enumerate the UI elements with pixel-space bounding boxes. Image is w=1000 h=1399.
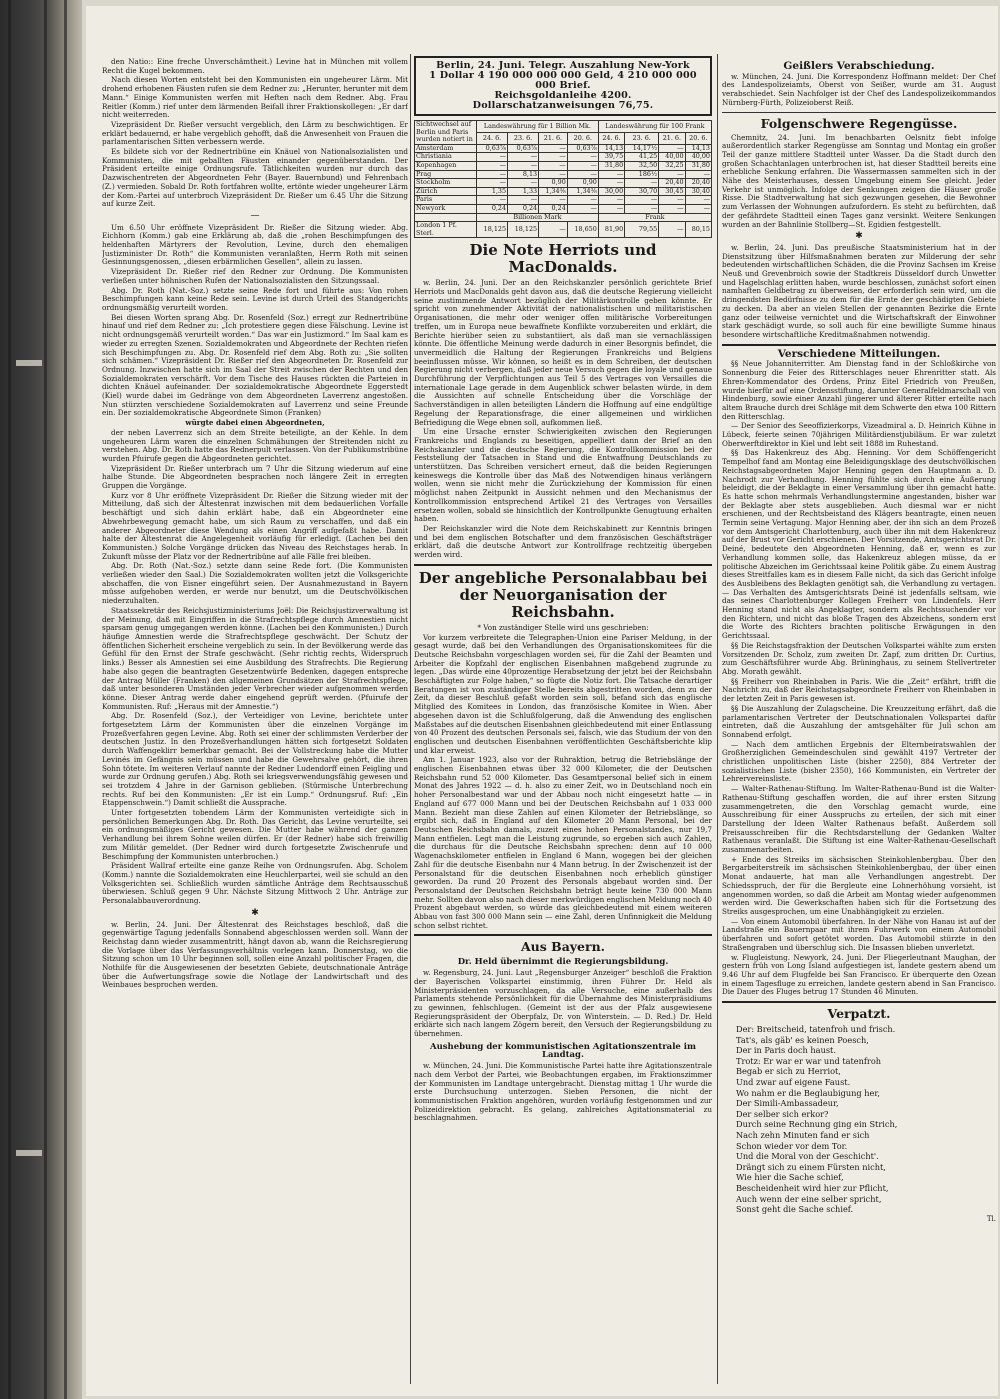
rate-cell: 14,13: [598, 144, 624, 153]
paragraph: den Natio:: Eine freche Unverschämtheit.) Levine hat in München mit vollem Recht die Kugel bekommen.: [102, 58, 408, 75]
rate-cell: 30,00: [598, 187, 624, 196]
date-header: 21. 6.: [659, 132, 685, 144]
paragraph: Vizepräsident Dr. Rießer versucht vergeblich, den Lärm zu beschwichtigen. Er erklärt bedauernd, er habe vergeblich gehofft, daß die Anwesenheit von Frauen die parlamentarischen Sitten verbessern werde.: [102, 119, 408, 147]
rate-cell: —: [567, 196, 598, 205]
paragraph: w. Berlin, 24. Juni. Das preußische Staatsministerium hat in der Dienstsitzung über Hilfsmaßnahmen beraten zur Milderung der sehr bedeutenden wirtschaftlichen Schäden, die die Provinz Sachsen im Kreise Neuß und Grevenbroich sowie der Stadtkreis Düsseldorf durch Unwetter und Hagelschlag erlitten haben, wurde beschlossen, zunächst sofort einen namhaften Geldbetrag zu überweisen, der erforderlich sein wird, um die dringendsten Bedürfnisse zu dem für die Ernte der geschädigten Gebiete zu decken. Da aber an vielen Stellen der genannten Bezirke die Ernte ganz oder teilweise vernichtet und die Wirtschaftskraft der Einwohner stark geschädigt wurde, so soll auch für eine bewilligte Summe hinaus besondere wirtschaftliche Kreditmaßnahmen notwendig.: [722, 242, 996, 339]
rate-cell: —: [625, 196, 659, 205]
rate-cell: —: [477, 179, 508, 188]
poem-line: Begab er sich zu Herriot,: [736, 1066, 841, 1077]
table-header: Sichtwechsel auf Berlin und Paris wurden notiert in: [415, 121, 477, 145]
rate-cell: —: [539, 196, 568, 205]
date-header: 21. 6.: [539, 132, 568, 144]
paragraph: Staatssekretär des Reichsjustizministeriums Joël: Die Reichsjustizverwaltung ist der Meinung, daß mit Eingriffen in die Strafrechtspflege durch Amnestien nicht sparsam genug umgegangen werden könne. (Lachen bei den Kommunisten.) Durch häufige Amnestien werde die Strafrechtspflege geschwächt. Der Schutz der öffentlichen Sicherheit erscheine vergeblich zu sein. In der Bevölkerung werde das Gefühl für den Ernst der Strafe geschwächt. (Sehr richtig rechts, Widerspruch links.) Besser als Amnestien sei eine Ausbildung des Strafrechts. Die Regierung habe also gegen die beantragten Gesetzentwürfe Bedenken, dagegen entspreche der Antrag Müller (Franken) den allgemeinen Grundsätzen der Strafrechtspflege, daß unter besonderen Umständen jeder Verbrecher wieder aufgenommen werden könne. Dieser Antrag werde daher eingehend geprüft werden. (Pfuirufe der Kommunisten. Ruf: „Heraus mit der Amnestie.“): [102, 605, 408, 711]
rate-cell: —: [567, 170, 598, 179]
paragraph: w. Regensburg, 24. Juni. Laut „Regensburger Anzeiger“ beschloß die Fraktion der Bayerischen Volkspartei einstimmig, ihren Führer Dr. Held als Ministerpräsidenten vorzuschlagen, da alle Versuche, eine außerhalb des Parlaments stehende Persönlichkeit für die Übernahme des Ministerpräsidiums zu gewinnen, fehlschlugen. (Gemeint ist der aus der Pfalz ausgewiesene Regierungspräsident der Oberpfalz, Dr. von Winterstein. — D. Red.) Dr. Held erklärte sich nach langem Zögern bereit, den Versuch der Regierungsbildung zu übernehmen.: [414, 968, 712, 1039]
rate-cell: 0,24: [508, 204, 539, 213]
place-cell: Kopenhagen: [415, 161, 477, 170]
poem-line: Und die Moral von der Geschicht'.: [736, 1151, 879, 1162]
date-header: 20. 6.: [567, 132, 598, 144]
paragraph: Vor kurzem verbreitete die Telegraphen-Union eine Pariser Meldung, in der gesagt wurde, daß bei den Verhandlungen des Organisationskomitees für die Deutsche Reichsbahn vorgeschlagen worden sei, für die Zahl der Beamten und Arbeiter die Kopfzahl der englischen Eisenbahnen maßgebend zugrunde zu legen. „Das würde eine 40prozentige Herabsetzung der jetzt bei der Reichsbahn Beschäftigten zur Folge haben,“ so fügte die Notiz fort. Die Tatsache derartiger Beratungen ist von zuständiger Stelle bereits abgestritten worden, denn zu der Zeit, da dieser Beschluß gefaßt worden sein soll, befand sich das englische Mitglied des Komitees in London, das französische Komitee in Wien. Aber abgesehen davon ist die Schlußfolgerung, daß die Anwendung des englischen Maßstabes auf die deutschen Eisenbahnen gleichbedeutend mit einer Entlassung von 40 Prozent des deutschen Personals sei, falsch, wie das Studium der von den englischen und deutschen Eisenbahnen veröffentlichten Geschäftsberichte klip und klar erweist.: [414, 632, 712, 755]
divider: [722, 1001, 996, 1003]
paragraph: Unter fortgesetzten tobendem Lärm der Kommunisten verteidigte sich in persönlichen Bemerkungen Abg. Dr. Roth. Das Gericht, das Levine verurteilte, sei ein ordnungsmäßiges Gericht gewesen. Die Mutter habe während der ganzen Verhandlung bei ihrem Sohne weilen dürfen. Er (der Redner) habe sich freiwillig zum Militär gemeldet. (Der Redner wird durch fortgesetzte Zwischenrufe und Beschimpfung der Kommunisten unterbrochen.): [102, 808, 408, 861]
column-left: [102, 58, 408, 1384]
poem-line: Sonst geht die Sache schief.: [736, 1204, 854, 1215]
paragraph: der neben Laverrenz sich an dem Streite beteiligte, an der Kehle. In dem ungeheuren Lärm waren die einzelnen Schmähungen der Streitenden nicht zu verstehen. Abg. Dr. Roth hatte das Rednerpult verlassen. Von der Publikumstribüne wurden Pfuirufe gegen die Abgeordneten gerichtet.: [102, 427, 408, 463]
column-rule: [717, 54, 718, 1384]
rate-cell: 20,40: [659, 179, 685, 188]
poem-line: Schon wieder vor dem Tor.: [736, 1140, 848, 1151]
poem-line: Durch seine Rechnung ging ein Strich,: [736, 1119, 898, 1130]
rate-cell: —: [598, 170, 624, 179]
paragraph: Nach diesen Worten entsteht bei den Kommunisten ein ungeheurer Lärm. Mit drohend erhobenen Fäusten rufen sie dem Redner zu: „Herunter, herunter mit dem Mann.“ Einige Kommunisten werfen mit Heften nach dem Redner. Abg. Frau Reitler (Komm.) rief unter dem lärmenden Beifall ihrer Fraktionskollegen: „Er darf nicht weiterreden.: [102, 75, 408, 120]
place-cell: London 1 Pf. Sterl.: [415, 222, 477, 238]
place-cell: Paris: [415, 196, 477, 205]
rate-cell: —: [539, 222, 568, 238]
divider: [722, 112, 996, 113]
rate-cell: 1,35: [477, 187, 508, 196]
paragraph: Chemnitz, 24. Juni. Im benachbarten Oelsnitz fiebt infolge außerordentlich starker Regengüsse am Sonntag und Montag ein großer Teil der ganze mittlere Stadtteil unter Wasser. Da die Stadt durch den großen Schachtanlagen unterbrochen ist, hat dieser Stadtteil bereits eine erhebliche Senkung erfahren. Die Wassermassen sammelten sich in der Nähe des Meisterhauses, dessen Umgebung einem See gleicht. Jeder Verkehr ist unmöglich. Infolge der Senkungen zeigen die Häuser große Risse. Die Stadtverwaltung hat sich gezwungen gesehen, die Bewohner zum Verlassen der Wohnungen aufzufordern. Es steht zu befürchten, daß der gefährdete Stadtteil einen Tages ganz versinkt. Weitere Senkungen wurden an der Bahnlinie Stollberg—St. Egidien festgestellt.: [722, 132, 996, 229]
rate-cell: 0,63⅞: [508, 144, 539, 153]
rate-cell: 18,125: [508, 222, 539, 238]
paragraph: §§ Neue Johanniterritter. Am Dienstag fand in der Schloßkirche von Sonnenburg die Feier des Ritterschlages neuer Ehrenritter statt. Als Ehren-Kommendator des Ordens, Prinz Eitel Friedrich von Preußen, wurde hierfür auf eine Ordensstiftung, darunter Generalfeldmarschall von Hindenburg, sowie einer Anzahl jüngerer und älterer Ritter erteilte nach altem Brauche durch drei Schläge mit dem Schwerte den etwa 100 Rittern den Ritterschlag.: [722, 359, 996, 421]
paragraph: §§ Die Reichstagsfraktion der Deutschen Volkspartei wählte zum ersten Vorsitzenden Dr. Scholz, zum zweiten Dr. Zapf, zum dritten Dr. Curtius, zum Geschäftsführer wurde Abg. Brüninghaus, zu seinem Stellvertreter Abg. Morath gewählt.: [722, 640, 996, 676]
rate-cell: 32,25: [659, 161, 685, 170]
rate-cell: 8,13: [508, 170, 539, 179]
paragraph: — Walter-Rathenau-Stiftung. Im Walter-Rathenau-Bund ist die Walter-Rathenau-Stiftung geschaffen worden, die auf ihrer ersten Sitzung zusammengetreten, die den Vorschlag gemacht wurde, eine Ausschreibung für einer Ausspruchs zu erteilen, der sich mit einer Darstellung der Ideen Walter Rathenaus befaßt. Außerdem soll Preisausschreiben für die Rechtsdarstellung der Gedanken Walter Rathenaus veranlaßt. Die Stiftung ist eine Walter-Rathenau-Gesellschaft zusammenarbeiten.: [722, 784, 996, 855]
paragraph: — Der Senior des Seeoffizierkorps, Vizeadmiral a. D. Heinrich Kühne in Lübeck, feierte seinen 70jährigen Militärdienstjubiläum. Er war zuletzt Oberwerftdirektor in Kiel und lebt seit 1888 im Ruhestand.: [722, 421, 996, 448]
paragraph: w. Berlin, 24. Juni. Der an den Reichskanzler persönlich gerichtete Brief Herriots und MacDonalds geht davon aus, daß die deutsche Regierung vielleicht seine zustimmende Antwort bezüglich der Militärkontrolle geben könnte. Er spricht von zunehmender Aktivität der nationalistischen und militaristischen Organisationen, die mehr oder weniger offen militärische Vorbereitungen treffen, um in Europa neue bewaffnete Konflikte vorzubereiten und erklärt, die Berichte hierüber seien zu substantiiert, als daß man sie vernachlässigen könnte. Die öffentliche Meinung werde dadurch in einer Besorgnis befindet, die unvermeidlich die Haltung der Regierungen Frankreichs und Belgiens beeinflussen müsse. Wir können, so heißt es in dem Schreiben, der deutschen Regierung nicht verbergen, daß jeder neue Versuch gegen die loyale und genaue Durchführung der Verpflichtungen aus Teil 5 des Vertrages von Versailles die internationale Lage gerade in dem Augenblick schwer belasten würde, in dem die Aussichten auf schnelle Entscheidung über die Vorschläge der Sachverständigen in allen beteiligten Ländern die Hoffnung auf eine endgültige Regelung der Reparationsfrage, die einer allgemeinen und wirklichen Befriedigung die Wege ebnen soll, aufkommen ließ.: [414, 278, 712, 427]
place-cell: Stockholm: [415, 179, 477, 188]
rate-cell: 31,80: [685, 161, 711, 170]
rate-cell: 32,50: [625, 161, 659, 170]
fx-dateline: Berlin, 24. Juni. Telegr. Auszahlung New-York: [436, 60, 690, 71]
rate-cell: —: [508, 153, 539, 162]
rate-cell: 30,45: [659, 187, 685, 196]
rate-cell: 0,63⅞: [477, 144, 508, 153]
article-subheadline: Aushebung der kommunistischen Agitationszentrale im Landtag.: [429, 1041, 697, 1061]
rate-cell: —: [539, 170, 568, 179]
date-header: 24. 6.: [477, 132, 508, 144]
rate-cell: 1,34⅜: [567, 187, 598, 196]
place-cell: Christiania: [415, 153, 477, 162]
exchange-rate-box: [414, 56, 712, 116]
column-rule: [410, 54, 411, 1384]
article-headline: Die Note Herriots und MacDonalds.: [469, 241, 657, 277]
asterism: ✱: [855, 231, 863, 242]
table-row: [415, 204, 712, 213]
binding-stripe: [44, 0, 47, 1399]
table-row: [415, 179, 712, 188]
rate-cell: —: [598, 204, 624, 213]
rate-cell: 39,75: [598, 153, 624, 162]
binding-stripe: [64, 0, 67, 1399]
paragraph: §§ Die Auszahlung der Zulagscheine. Die Kreuzzeitung erfährt, daß die parlamentarischen Vertreter der Deutschnationalen Volkspartei dafür eintreten, daß die Auszahlung der amtsgehälter für Juli schon am Sonnabend erfolgt.: [722, 703, 996, 739]
paragraph: Um 6.50 Uhr eröffnete Vizepräsident Dr. Rießer die Sitzung wieder. Abg. Eichhorn (Komm.) gab eine Erklärung ab, daß die „rohen Beschimpfungen des heldenhaften Märtyrers der Revolution, Levine, durch den ehemaligen Justizminister Dr. Roth“ die Kommunisten veranlaßten, Herrn Roth mit seinen Gesinnungsgenossen, „diesen erbärmlichen Gesellen“, allein zu lassen.: [102, 222, 408, 267]
place-cell: Zürich: [415, 187, 477, 196]
rate-cell: 0,24: [477, 204, 508, 213]
paragraph: — Von einem Automobil überfahren. In der Nähe von Hanau ist auf der Landstraße ein Bauernpaar mit ihrem Fuhrwerk von einem Automobil überfahren und sofort getötet worden. Das Automobil stürzte in den Straßengraben und überschlug sich. Die Insassen blieben unverletzt.: [722, 916, 996, 952]
rate-cell: —: [477, 153, 508, 162]
poem-line: Drängt sich zu einem Fürsten nicht,: [736, 1161, 886, 1172]
divider: [722, 344, 996, 346]
paragraph: Abg. Dr. Roth (Nat.-Soz.) setzte dann seine Rede fort. (Die Kommunisten verließen wieder den Saal.) Die Sozialdemokraten wollten jetzt die Volksgerichte abschaffen, die von Eisner eingeführt seien. Der Ausnahmezustand in Bayern müsse aufgehoben werden, er werde nur benutzt, um die Deutschvölkischen niederzuhalten.: [102, 561, 408, 606]
article-source: * Von zuständiger Stelle wird uns geschrieben:: [477, 622, 649, 632]
date-header: 20. 6.: [685, 132, 711, 144]
paragraph: — Nach dem amtlichen Ergebnis der Elternbeiratswahlen der Großherziglichen Gemeindeschulen sind gewählt 4197 Vertreter der christlichen unpolitischen Liste (bisher 2250), 884 Vertreter der sozialistischen Liste (bisher 2350), 166 Kommunisten, ein Vertreter der Lehrervereinsliste.: [722, 739, 996, 784]
rate-cell: —: [598, 179, 624, 188]
rate-cell: 0,24: [539, 204, 568, 213]
article-headline: Verschiedene Mitteilungen.: [777, 347, 941, 360]
subheading: würgte dabei einen Abgeordneten,: [185, 418, 325, 428]
rate-cell: 14,13: [685, 144, 711, 153]
rate-cell: 18,125: [477, 222, 508, 238]
rate-cell: 30,70: [625, 187, 659, 196]
binding-mark: [16, 1150, 42, 1156]
exchange-rates-table: [414, 120, 712, 238]
paragraph: Um eine Ursache ernster Schwierigkeiten zwischen den Regierungen Frankreichs und Englands zu beseitigen, appelliert dann der Brief an den Reichskanzler und die deutsche Regierung, die Kontrollkommission bei der Feststellung der Tatsachen in Stand und die Entwaffnung Deutschlands zu unterstützen. Das Schreiben versichert erneut, daß die beiden Regierungen keineswegs die Kontrolle über das Maß des Notwendigen hinaus verlängern wollen, wenn sie nicht mehr die Zurückziehung der Kommission für einen möglichst nahen Zeitpunkt in Aussicht nehmen und den Mechanismus der Kontrollkommission entsprechend Artikel 21 des Vertrages von Versailles ersetzen wollen, sobald sie hinsichtlich der Kontrollpunkte Genugtuung erhalten haben.: [414, 427, 712, 524]
date-header: 23. 6.: [508, 132, 539, 144]
rate-cell: —: [625, 179, 659, 188]
article-headline: Aus Bayern.: [520, 939, 606, 955]
rate-cell: 0,63⅞: [567, 144, 598, 153]
poem-line: Der: Breitscheid, tatenfroh und frisch.: [736, 1024, 896, 1035]
unit-row: [415, 213, 712, 222]
rate-cell: 14,17½: [625, 144, 659, 153]
poem-line: Der in Paris doch haust.: [736, 1045, 836, 1056]
rate-cell: 1,33: [508, 187, 539, 196]
paragraph: Vizepräsident Dr. Rießer unterbrach um 7 Uhr die Sitzung wiederum auf eine halbe Stunde. Die Abgeordneten besprachen noch längere Zeit in erregten Gruppen die Vorgänge.: [102, 463, 408, 491]
separator: —: [250, 210, 260, 221]
poem-line: Der Simili-Ambassadeur,: [736, 1098, 839, 1109]
rate-cell: —: [685, 170, 711, 179]
date-header: 24. 6.: [598, 132, 624, 144]
rate-cell: 79,55: [625, 222, 659, 238]
divider: [414, 934, 712, 936]
table-header: Landeswährung für 1 Billion Mk.: [477, 121, 599, 133]
paragraph: Kurz vor 8 Uhr eröffnete Vizepräsident Dr. Rießer die Sitzung wieder mit der Mitteilung, daß sich der Ältestenrat inzwischen mit dem bedauerlichen Vorfalle beschäftigt und sich dahin erklärt habe, daß ein Abgeordneter eine Abwehrbewegung gemacht habe, um sich Raum zu verschaffen, und daß ein anderer Abgeordneter diese Wendung als einen Angriff aufgefaßt habe. Damit halte der Ältestenrat die Angelegenheit vorläufig für erledigt. (Lachen bei den Kommunisten.) Solche Vorgänge drücken das Niveau des Reichstages herab. In Zukunft müsse der Platz vor der Rednertribüne auf alle Fälle frei bleiben.: [102, 490, 408, 561]
column-middle: [414, 56, 712, 1382]
paragraph: §§ Das Hakenkreuz des Abg. Henning. Vor dem Schöffengericht Tempelhof fand am Montag eine Beleidigungsklage des deutschvölkischen Reichstagsabgeordneten Major Henning gegen den Hauptmann a. D. Nachrodt zur Verhandlung. Henning fühlte sich durch eine Äußerung beleidigt, die der Beklagte in einer Versammlung über ihn gemacht hatte. Es hatte schon mehrmals Verhandlungstermine angestanden, bisher war der Beklagte aber stets ausgeblieben. Auch diesmal war er nicht erschienen, und der Rechtsbeistand des Klägers beantragte, einen neuen Termin seine Vertagung. Major Henning aber, der ihn sich an dem Prozeß vor dem Amtsgericht Charlottenburg, auch über ihn mit dem Hakenkreuz auf der Brust vor Gericht erschienen. Der Vorsitzende, Amtsgerichtsrat Dr. Deiné, bedeutete den Abgeordneten Henning, daß er, wenn es zur Verhandlung kommen solle, das Hakenkreuz ablegen müsse, da er politische Abzeichen im Gerichtssaal keine Politik gäbe. Zu einem Austrag dieses Streitfalles kam es in diesem Falle nicht, da sich das Gericht infolge des Ausbleibens des Beklagten genötigt sah, die Verhandlung zu vertagen. — Das Verhalten des Amtsgerichtsrats Deiné ist jedenfalls seltsam, wie das seines Charlottenburger Kollegen Freiherr von Lindenfels. Herr Henning stand nicht als Angeklagter, sondern als Rechtssuchender vor den Richtern, und nicht das bloße Tragen des Abzeichens, sondern erst die Worte des Richters brachten politische Erwägungen in den Gerichtssaal.: [722, 448, 996, 641]
rate-cell: —: [477, 161, 508, 170]
rate-cell: —: [477, 170, 508, 179]
poem-signature: Tl.: [986, 1214, 996, 1223]
book-binding-shadow: [0, 0, 82, 1399]
rate-cell: —: [659, 204, 685, 213]
column-right: [722, 58, 996, 1384]
rate-cell: 80,15: [685, 222, 711, 238]
rate-cell: —: [598, 196, 624, 205]
rate-cell: 30,40: [685, 187, 711, 196]
rate-cell: —: [539, 161, 568, 170]
paragraph: Es bildete sich vor der Rednertribüne ein Knäuel von Nationalsozialisten und Kommunisten, die mit geballten Fäusten einander gegenüberstanden. Der Präsident erteilte einige Ordnungsrufe. Tätlichkeiten wurden nur durch das Dazwischentreten der Abgeordneten Fehr (Bayer. Bauernbund) und Fehrenbach (Z.) vermieden. Sobald Dr. Roth fortfahren wollte, ertönte wieder ungeheurer Lärm der Kom.-Partei auf unterbroch Vizepräsident Dr. Rießer um 6.45 Uhr die Sitzung auf kurze Zeit.: [102, 147, 408, 209]
poem-line: Wie hier die Sache schief,: [736, 1172, 844, 1183]
rate-cell: —: [508, 161, 539, 170]
rate-cell: 20,40: [685, 179, 711, 188]
poem: [722, 1024, 996, 1215]
rate-cell: —: [685, 196, 711, 205]
place-cell: Newyork: [415, 204, 477, 213]
rate-cell: —: [659, 144, 685, 153]
unit-label: Billionen Mark: [477, 213, 599, 222]
fx-dollar-rate: 1 Dollar 4 190 000 000 000 Geld, 4 210 000 000 000 Brief.: [429, 70, 697, 91]
paragraph: Am 1. Januar 1923, also vor der Ruhraktion, betrug die Betriebslänge der englischen Eisenbahnen etwas über 32 000 Kilometer, die der Deutschen Reichsbahn rund 52 000 Kilometer. Das Gesamtpersonal belief sich in einem Monat des Jahres 1922 — d. h. also zu einer Zeit, wo in Deutschland noch ein hoher Personalbestand war und der Abbau noch nicht eingesetzt hatte — in England auf 677 000 Mann und bei der Deutschen Reichsbahn auf 1 033 000 Mann. Bezieht man diese Zahlen auf einen Kilometer der Betriebslänge, so ergibt sich, daß in England auf den Kilometer 20 Mann Personal, bei der Deutschen Reichsbahn damals, zuzeit eines hohen Personalstandes, nur 19,7 Mann entfielen. Legt man die Leistung zugrunde, so ergeben sich auch Zahlen, die durchaus für die Deutsche Reichsbahn sprechen: denn auf 10 000 Wagenachskilometer entfielen in England 6 Mann, wogegen bei der gleichen Zahl für die deutsche Eisenbahn nur 4 Mann betrug. In der Zwischenzeit ist der Personalstand für die deutschen Eisenbahnen noch erheblich günstiger geworden. Da rund 20 Prozent des Personals abgebaut worden sind. Der Personalstand der Deutschen Reichsbahn beträgt heute keine 730 000 Mann mehr. Sollten davon also nach dieser merkwürdigen englischen Meldung noch 40 Prozent abgebaut werden, so würde das gleichbedeutend mit einem weiteren Abbau von fast 300 000 Mann sein — eine Zahl, deren Unfinnigkeit die Meldung schon selbst richtet.: [414, 755, 712, 930]
paragraph: §§ Freiherr von Rheinbaben in Paris. Wie die „Zeit“ erfährt, trifft die Nachricht zu, daß der Reichstagsabgeordnete Freiherr von Rheinbaben in der letzten Zeit in Paris gewesen ist.: [722, 676, 996, 704]
poem-line: Und zwar auf eigene Faust.: [736, 1076, 851, 1087]
rate-cell: 0,90: [567, 179, 598, 188]
article-subheadline: Dr. Held übernimmt die Regierungsbildung.: [457, 957, 669, 968]
paragraph: Vizepräsident Dr. Rießer rief den Redner zur Ordnung. Die Kommunisten verließen unter höhnischen Rufen der Nationalsozialisten den Sitzungssaal.: [102, 267, 408, 285]
rate-cell: —: [477, 196, 508, 205]
unit-label: Frank: [598, 213, 711, 222]
poem-line: Trotz: Er war er war und tatenfroh: [736, 1055, 882, 1066]
article-headline: Folgenschwere Regengüsse.: [760, 115, 958, 131]
paragraph: Abg. Dr. Rosenfeld (Soz.), der Verteidiger von Levine, berichtete unter fortgesetztem Lärm der Kommunisten über die einzelnen Vorgänge im Prozeßverfahren gegen Levine. Abg. Roth sei einer der schlimmsten Verderber der deutschen Justiz. In den Prozeßverhandlungen hätten sich fortgesetzt Soldaten durch Waffengeklirr bemerkbar gemacht. Bei der Vollstreckung habe die Mutter Levinés im Gefängnis sein müssen und habe die Gewehrsalve gehört, die ihren Sohn tötete. Im weiteren Verlauf nannte der Redner Ludendorff einen Feigling und wurde zur Ordnung gerufen.) Abg. Roth sei kriegsverwendungsfähig gewesen und sei trotzdem 4 Jahre in der Garnison geblieben. (Stürmische Unterbrechung rechts. Ruf bei den Kommunisten: „Er ist ein Lump.“ Ordnungsruf. Ruf: „Ein Etappenschwein.“) Damit schließt die Aussprache.: [102, 711, 408, 808]
rates-body: [415, 144, 712, 238]
rate-cell: 186½: [625, 170, 659, 179]
poem-line: Der selber sich erkor?: [736, 1108, 829, 1119]
poem-title: Verpatzt.: [827, 1006, 891, 1022]
fx-schatzanweisungen: Dollarschatzanweisungen 76,75.: [472, 100, 654, 111]
rate-cell: 0,90: [539, 179, 568, 188]
rate-cell: 31,80: [598, 161, 624, 170]
binding-mark: [16, 360, 42, 366]
newspaper-page: [86, 6, 998, 1396]
article-headline: Geißlers Verabschiedung.: [783, 60, 935, 72]
rate-cell: —: [539, 144, 568, 153]
rate-cell: —: [508, 196, 539, 205]
rate-cell: —: [567, 153, 598, 162]
rate-cell: 1,34⅜: [539, 187, 568, 196]
rate-cell: —: [539, 153, 568, 162]
paragraph: w. Flugleistung. Newyork, 24. Juni. Der Fliegerleutnant Maughan, der gestern früh von Long Island aufgestiegen ist, landete gestern abend um 9.46 Uhr auf dem Flugfelde bei San Francisco. Er überquerte den Ozean in einem Tagesfluge zu erreichen, landete gestern abend in San Francisco. Die Dauer des Fluges betrug 17 Stunden 46 Minuten.: [722, 952, 996, 997]
poem-line: Auch wenn der eine selber spricht,: [736, 1193, 882, 1204]
rate-cell: 41,25: [625, 153, 659, 162]
paragraph: Der Reichskanzler wird die Note dem Reichskabinett zur Kenntnis bringen und bei dem englischen Botschafter und dem französischen Geschäftsträger erklärt, daß die deutsche Antwort zur Kontrollfrage rechtzeitig übergeben werden wird.: [414, 524, 712, 560]
rate-cell: —: [659, 222, 685, 238]
rate-cell: 40,00: [685, 153, 711, 162]
table-row: [415, 222, 712, 238]
rate-cell: 81,90: [598, 222, 624, 238]
rate-cell: 40,00: [659, 153, 685, 162]
rate-cell: —: [685, 204, 711, 213]
binding-stripe: [8, 0, 11, 1399]
rate-cell: —: [625, 204, 659, 213]
place-cell: Amsterdam: [415, 144, 477, 153]
paragraph: w. Berlin, 24. Juni. Der Ältestenrat des Reichstages beschloß, daß die gegenwärtige Tagung jedenfalls Sonnabend abgeschlossen werden soll. Wann der Reichstag dann wieder zusammentritt, hängt davon ab, wann die Reichsregierung die Vorlage über das Verfassungsverhältnis vorlegen kann. Donnerstag, wo die Sitzung schon um 10 Uhr beginnen soll, sollen eine Anzahl politischer Fragen, die Nothilfe für die Ausgewiesenen der besetzten Gebiete, deutschnationale Anträge über die Aufwertungsfrage sowie die Notlage der Landwirtschaft und des Weinbaues besprochen werden.: [102, 919, 408, 990]
rate-cell: —: [567, 204, 598, 213]
paragraph: w. München, 24. Juni. Die Korrespondenz Hoffmann meldet: Der Chef des Landespolizeiamts, Oberst von Seißer, wurde am 31. August verabschiedet. Sein Nachfolger ist der Chef des Landespolizeikommandos Nürnberg-Fürth, Polizeioberst Reiß.: [722, 71, 996, 107]
paragraph: w. München, 24. Juni. Die Kommunistische Partei hatte ihre Agitationszentrale nach dem Verbot der Partei, wie Beobachtungen ergaben, im Fraktionszimmer der Kommunisten im Landtage untergebracht. Dienstag mittag 1 Uhr wurde die erste Durchsuchung unterzogen. Sieben Personen, die nicht der kommunistischen Fraktion angehören, wurden vorläufig festgenommen und zur Polizeidirektion gebracht. Es gelang, zahlreiches Agitationsmaterial zu beschlagnahmen.: [414, 1061, 712, 1123]
poem-line: Wo nahm er die Beglaubigung her,: [736, 1087, 880, 1098]
article-headline: Der angebliche Personalabbau bei der Neuorganisation der Reichsbahn.: [418, 568, 708, 621]
rate-cell: —: [659, 196, 685, 205]
table-header: Landeswährung für 100 Frank: [598, 121, 711, 133]
divider: [414, 564, 712, 566]
poem-line: Tat's, als gäb' es keinen Poesch,: [736, 1034, 869, 1045]
poem-line: Bescheidenheit wird hier zur Pflicht,: [736, 1182, 889, 1193]
paragraph: Bei diesen Worten sprang Abg. Dr. Rosenfeld (Soz.) erregt zur Rednertribüne hinauf und rief dem Redner zu: „Ich protestiere gegen diese Fälschung. Levine ist nicht ordnungsgemäß verurteilt worden.“ Das war ein Justizmord.“ Im Saal kam es wieder zu erregten Szenen. Sozialdemokraten und Abgeordnete der Rechten riefen sich Beschimpfungen zu. Abg. Dr. Rosenfeld rief dem Abg. Roth zu: „Sie sollten sich schämen.“ Vizepräsident Dr. Rießer rief den Abgeordneten Dr. Rosenfeld zur Ordnung. Inzwischen hatte sich im Saal der Streit zwischen der Rechten und den Sozialdemokraten verschärft. Vor dem Tische des Hauses rückten die Parteien in dichten Knäuel aufeinander. Der sozialdemokratische Abgeordnete Eggerstedt (Kiel) wurde dabei im Gedränge von dem Abgeordneten Laverrenz angestoßen. Nun stürzten verschiedene Sozialdemokraten auf Laverrenz und seine Freunde ein. Der sozialdemokratische Abgeordnete Simon (Franken): [102, 312, 408, 418]
rate-cell: —: [659, 170, 685, 179]
place-cell: Prag: [415, 170, 477, 179]
date-header: 23. 6.: [625, 132, 659, 144]
table-row: [415, 161, 712, 170]
paragraph: + Ende des Streiks im sächsischen Steinkohlenbergbau. Über den Bergarbeiterstreik im sächsischen Steinkohlenbergbau, der über einen Monat andauerte, hat man alle Verhandlungen angestrebt. Der Schiedsspruch, der für die Bergleute eine Lohnerhöhung vorsieht, ist angenommen worden, so daß die Arbeit am Montag wieder aufgenommen werden wird. Die Gewerkschaften haben sich für die Fortsetzung des Streiks ausgesprochen, um eine Unabhängigkeit zu erzielen.: [722, 854, 996, 916]
fx-goldanleihe: Reichsgoldanleihe 4200.: [494, 90, 632, 101]
rate-cell: —: [567, 161, 598, 170]
paragraph: Abg. Dr. Roth (Nat.-Soz.) setzte seine Rede fort und führte aus: Von rohen Beschimpfungen kann keine Rede sein. Levine ist durch Urteil des Standgerichts ordnungsmäßig verurteilt worden.: [102, 285, 408, 312]
paragraph: Präsident Wallraf erteilte eine ganze Reihe von Ordnungsrufen. Abg. Scholem (Komm.) nannte die Sozialdemokraten eine Heuchlerpartei, weil sie schuld an den Volksgerichten sei. Schließlich wurden sämtliche Anträge dem Rechtsausschuß überwiesen. Schluß gegen 9 Uhr. Nächste Sitzung Mittwoch 2 Uhr. Anträge zur Personalabbauverordnung.: [102, 861, 408, 906]
rate-cell: 18,650: [567, 222, 598, 238]
asterism: ✱: [251, 907, 259, 918]
poem-line: Nach zehn Minuten fand er sich: [736, 1129, 870, 1140]
rate-cell: —: [508, 179, 539, 188]
